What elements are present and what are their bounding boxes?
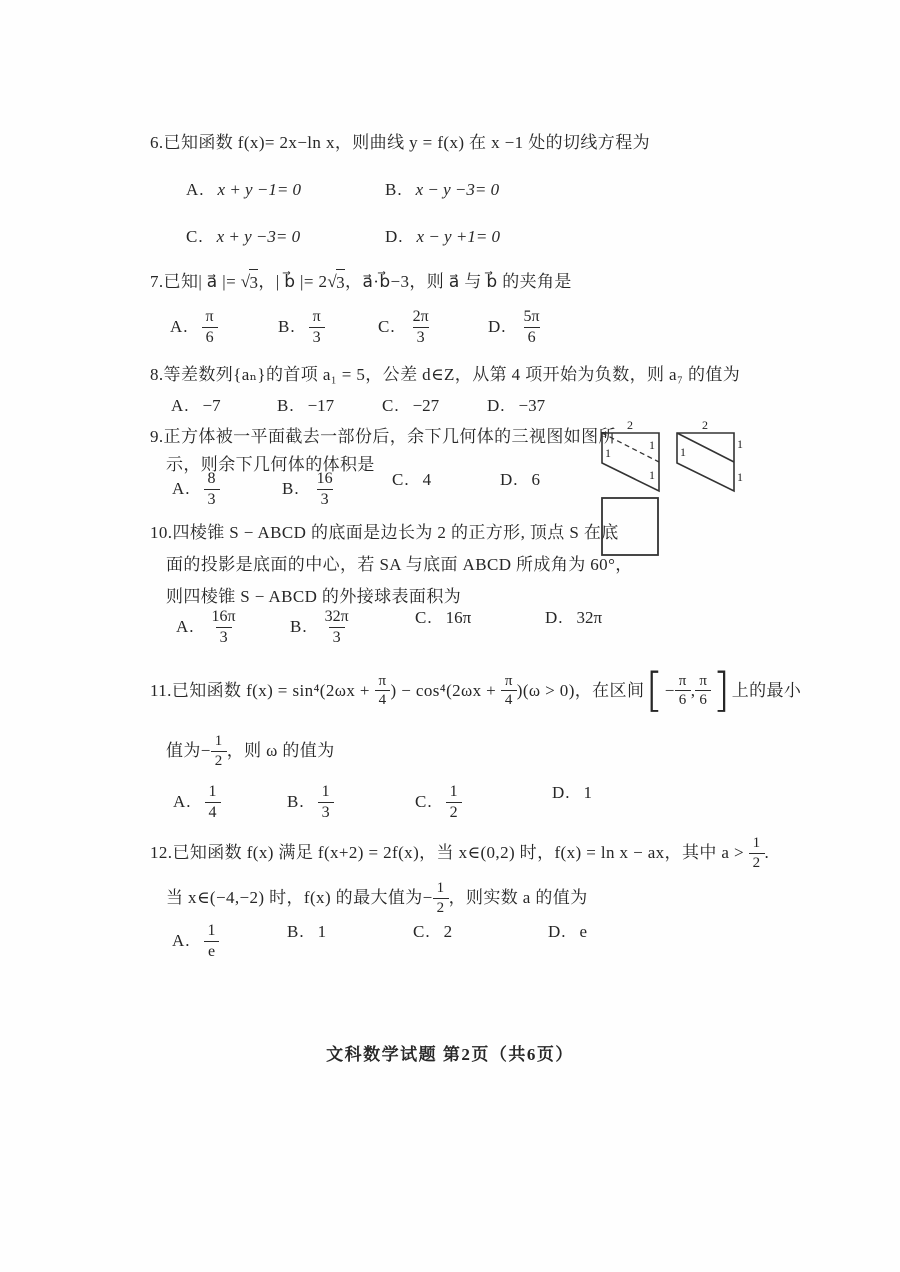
- fraction: [409, 308, 433, 347]
- option-label: A.: [170, 317, 189, 337]
- fraction-denominator: 3: [204, 489, 220, 509]
- fraction: [208, 608, 240, 647]
- fraction: [501, 673, 517, 710]
- question-6-stem: 6.已知函数 f(x)= 2x−ln x，则曲线 y = f(x) 在 x −1 处的切线方程为: [150, 133, 650, 152]
- question-12-option-b: [287, 922, 326, 942]
- option-label: D.: [552, 783, 571, 802]
- option-value: −17: [307, 396, 335, 415]
- option-value: e: [579, 922, 588, 941]
- fraction-denominator: 3: [413, 327, 429, 347]
- question-10-stem-line-3: 则四棱锥 S − ABCD 的外接球表面积为: [166, 587, 462, 606]
- fraction-numerator: 16: [316, 470, 333, 487]
- option-label: A.: [173, 792, 192, 812]
- option-label: D.: [487, 396, 506, 415]
- option-label: C.: [186, 227, 204, 246]
- dimension-label: 1: [680, 445, 686, 459]
- fraction: [695, 673, 711, 710]
- stem-text: ，a⃗·b⃗−3，则 a⃗ 与 b⃗ 的夹角是: [345, 272, 572, 291]
- fraction-numerator: 8: [207, 470, 216, 487]
- option-label: A.: [172, 931, 191, 951]
- fraction-numerator: π: [504, 672, 513, 689]
- option-label: C.: [392, 470, 410, 489]
- question-11-stem-line-2: [166, 733, 335, 770]
- stem-text: 当 x∈(−4,−2) 时，f(x) 的最大值为−: [166, 888, 433, 908]
- option-value: 16π: [445, 608, 472, 627]
- dimension-label: 2: [627, 418, 633, 432]
- option-value: 2: [443, 922, 453, 941]
- fraction: [520, 308, 544, 347]
- option-label: D.: [500, 470, 519, 489]
- dimension-label: 1: [737, 470, 743, 484]
- stem-text: ，则 ω 的值为: [226, 741, 335, 761]
- option-value: 32π: [576, 608, 603, 627]
- option-label: B.: [282, 479, 300, 499]
- stem-text: 12.已知函数 f(x) 满足 f(x+2) = 2f(x)，当 x∈(0,2) 时，f(x) = ln x − ax，其中 a >: [150, 843, 749, 863]
- fraction-denominator: 3: [309, 327, 325, 347]
- fraction-numerator: 1: [449, 783, 458, 800]
- fraction-numerator: 1: [214, 733, 223, 749]
- question-8-option-b: [277, 396, 334, 416]
- stem-text: 值为−: [166, 741, 211, 761]
- stem-text: ) − cos⁴(2ωx +: [390, 680, 501, 700]
- question-12-stem-line-1: [150, 835, 769, 872]
- sqrt-symbol: √: [327, 272, 338, 291]
- option-label: D.: [488, 317, 507, 337]
- question-10-option-c: [415, 608, 471, 628]
- fraction-denominator: 4: [205, 802, 221, 822]
- fraction-numerator: π: [699, 672, 708, 689]
- fraction: [375, 673, 391, 710]
- option-label: C.: [413, 922, 431, 941]
- fraction: [205, 783, 221, 822]
- fraction: [202, 308, 218, 347]
- option-label: B.: [287, 792, 305, 812]
- question-7-option-d: [488, 308, 544, 347]
- option-label: D.: [548, 922, 567, 941]
- fraction: [309, 308, 325, 347]
- fraction-denominator: 6: [675, 690, 691, 709]
- question-9-stem-line-2: 示，则余下几何体的体积是: [166, 455, 375, 474]
- question-10-option-a: [176, 608, 240, 647]
- fraction-denominator: 2: [446, 802, 462, 822]
- fraction-numerator: π: [678, 672, 687, 689]
- fraction: [321, 608, 353, 647]
- dimension-label: 1: [605, 446, 611, 460]
- sqrt-radicand: 3: [336, 269, 345, 295]
- question-6-option-a: [186, 180, 301, 200]
- option-value: 4: [422, 470, 432, 489]
- dimension-label: 1: [737, 437, 743, 451]
- option-value: −7: [202, 396, 221, 415]
- question-7-option-a: [170, 308, 218, 347]
- option-label: A.: [172, 479, 191, 499]
- fraction-denominator: 3: [329, 627, 345, 647]
- left-bracket: [: [645, 663, 664, 717]
- fraction-numerator: π: [312, 308, 321, 325]
- fraction: [675, 673, 691, 710]
- fraction-numerator: 1: [436, 880, 445, 896]
- question-9-option-b: [282, 470, 337, 509]
- question-11-option-b: [287, 783, 334, 822]
- option-label: C.: [378, 317, 396, 337]
- side-view: [677, 418, 743, 491]
- option-label: B.: [287, 922, 305, 941]
- question-10-option-b: [290, 608, 353, 647]
- fraction-denominator: 3: [216, 627, 232, 647]
- fraction-denominator: 4: [501, 690, 517, 709]
- fraction-numerator: 1: [208, 783, 217, 800]
- stem-text: ,: [690, 680, 696, 700]
- dimension-label: 1: [649, 438, 655, 452]
- fraction-numerator: π: [205, 308, 214, 325]
- question-11-option-c: [415, 783, 462, 822]
- question-6-option-d: [385, 227, 500, 247]
- question-9-option-a: [172, 470, 220, 509]
- fraction: [211, 733, 227, 770]
- fraction-denominator: 4: [375, 690, 391, 709]
- question-6-option-b: [385, 180, 499, 200]
- option-label: C.: [415, 608, 433, 627]
- fraction-numerator: 1: [321, 783, 330, 800]
- fraction-denominator: 3: [317, 489, 333, 509]
- fraction: [749, 835, 765, 872]
- option-label: B.: [290, 617, 308, 637]
- fraction-numerator: π: [378, 672, 387, 689]
- fraction-numerator: 16π: [211, 608, 236, 625]
- option-value: x − y −3= 0: [415, 180, 500, 199]
- option-label: B.: [385, 180, 403, 199]
- fraction: [446, 783, 462, 822]
- option-value: x + y −3= 0: [216, 227, 301, 246]
- option-value: 1: [317, 922, 327, 941]
- fraction-numerator: 1: [752, 835, 761, 851]
- fraction-numerator: 2π: [412, 308, 429, 325]
- option-value: 6: [531, 470, 541, 489]
- fraction: [204, 922, 220, 961]
- dimension-label: 2: [702, 418, 708, 432]
- fraction-numerator: 32π: [324, 608, 349, 625]
- question-11-option-d: [552, 783, 592, 803]
- question-11-stem-line-1: [150, 663, 802, 717]
- question-10-stem-line-2: 面的投影是底面的中心，若 SA 与底面 ABCD 所成角为 60°，: [166, 555, 633, 574]
- sqrt-radicand: 3: [249, 269, 258, 295]
- sqrt-symbol: √: [240, 272, 251, 291]
- fraction-denominator: 6: [524, 327, 540, 347]
- question-8-option-a: [171, 396, 221, 416]
- question-9-option-c: [392, 470, 431, 490]
- option-value: −27: [412, 396, 440, 415]
- question-9-stem-line-1: 9.正方体被一平面截去一部份后，余下几何体的三视图如图所: [150, 427, 616, 446]
- question-6-option-c: [186, 227, 300, 247]
- question-12-option-d: [548, 922, 587, 942]
- stem-text: ，| b⃗ |= 2: [258, 272, 328, 291]
- fraction-denominator: 2: [211, 751, 227, 770]
- stem-text: 上的最小: [731, 680, 802, 700]
- fraction: [204, 470, 220, 509]
- question-7-option-c: [378, 308, 433, 347]
- option-value: x − y +1= 0: [416, 227, 501, 246]
- question-11-option-a: [173, 783, 221, 822]
- question-8-stem: 8.等差数列{aₙ}的首项 a₁ = 5，公差 d∈Z，从第 4 项开始为负数，则 a₇ 的值为: [150, 365, 741, 384]
- question-12-stem-line-2: [166, 880, 588, 917]
- fraction: [433, 880, 449, 917]
- option-label: C.: [382, 396, 400, 415]
- fraction-numerator: 5π: [523, 308, 540, 325]
- question-7-option-b: [278, 308, 325, 347]
- option-label: A.: [171, 396, 190, 415]
- option-label: D.: [545, 608, 564, 627]
- fraction-denominator: 6: [695, 690, 711, 709]
- fraction-denominator: 2: [749, 853, 765, 872]
- question-12-option-a: [172, 922, 220, 961]
- fraction-denominator: e: [204, 941, 219, 961]
- stem-text: ，则实数 a 的值为: [448, 888, 588, 908]
- option-value: −37: [518, 396, 546, 415]
- stem-text: 11.已知函数 f(x) = sin⁴(2ωx +: [150, 680, 375, 700]
- stem-text: .: [764, 843, 770, 863]
- question-12-option-c: [413, 922, 452, 942]
- option-label: B.: [277, 396, 295, 415]
- question-8-option-c: [382, 396, 439, 416]
- option-label: A.: [186, 180, 205, 199]
- fraction-numerator: 1: [207, 922, 216, 939]
- option-value: x + y −1= 0: [217, 180, 302, 199]
- question-10-stem-line-1: 10.四棱锥 S − ABCD 的底面是边长为 2 的正方形, 顶点 S 在底: [150, 523, 619, 542]
- question-7-stem: [150, 269, 572, 295]
- fraction: [318, 783, 334, 822]
- fraction-denominator: 6: [202, 327, 218, 347]
- option-label: B.: [278, 317, 296, 337]
- question-8-option-d: [487, 396, 545, 416]
- page-footer: 文科数学试题 第2页（共6页）: [326, 1045, 574, 1064]
- fraction-denominator: 2: [433, 898, 449, 917]
- fraction: [313, 470, 337, 509]
- stem-text: )(ω > 0)，在区间: [516, 680, 645, 700]
- option-label: D.: [385, 227, 404, 246]
- right-bracket: ]: [712, 663, 731, 717]
- option-value: 1: [583, 783, 593, 802]
- stem-text: 7.已知| a⃗ |=: [150, 272, 241, 291]
- fraction-denominator: 3: [318, 802, 334, 822]
- dimension-label: 1: [649, 468, 655, 482]
- option-label: C.: [415, 792, 433, 812]
- stem-text: −: [664, 680, 675, 700]
- front-view: [602, 418, 659, 491]
- option-label: A.: [176, 617, 195, 637]
- question-10-option-d: [545, 608, 602, 628]
- question-9-option-d: [500, 470, 540, 490]
